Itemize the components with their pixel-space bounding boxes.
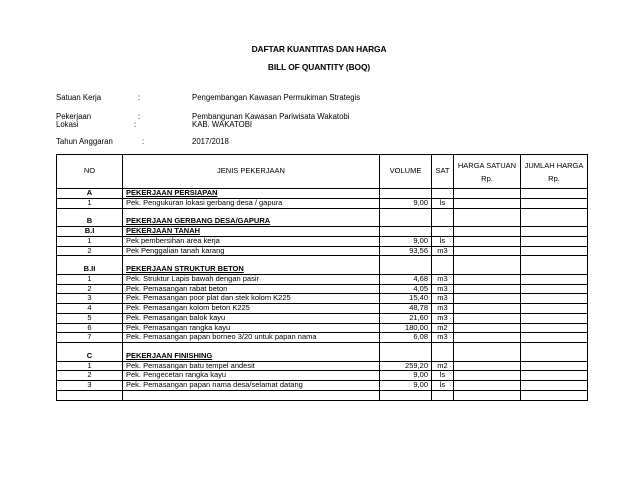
cell-sat: m3	[432, 333, 454, 343]
cell-sat: m3	[432, 246, 454, 256]
cell-sat: ls	[432, 371, 454, 381]
cell-volume: 48,78	[380, 304, 432, 314]
cell-volume	[380, 352, 432, 361]
meta-value: 2017/2018	[192, 137, 229, 146]
cell-harga-satuan	[454, 236, 521, 246]
cell-jenis-pekerjaan: Pek. Pemasangan kolom beton K225	[123, 304, 380, 314]
cell-jumlah-harga	[521, 313, 588, 323]
cell-jumlah-harga	[521, 227, 588, 237]
header-harga-satuan	[454, 155, 521, 189]
table-header-row	[57, 155, 588, 189]
cell-volume: 9,00	[380, 198, 432, 208]
cell-no: 4	[57, 304, 123, 314]
header-harga-satuan-line1: HARGA SATUAN	[457, 160, 517, 170]
table-row	[57, 198, 588, 208]
cell-jenis-pekerjaan: Pek. Pemasangan balok kayu	[123, 313, 380, 323]
cell-jenis-pekerjaan	[123, 390, 380, 400]
cell-jumlah-harga	[521, 265, 588, 274]
cell-volume	[380, 227, 432, 237]
boq-table	[56, 154, 588, 401]
cell-volume: 259,20	[380, 361, 432, 371]
table-row	[57, 284, 588, 294]
cell-sat: m3	[432, 304, 454, 314]
cell-jenis-pekerjaan	[123, 343, 380, 352]
table-row	[57, 381, 588, 391]
meta-colon: :	[138, 93, 141, 102]
table-section-row	[57, 352, 588, 361]
cell-jumlah-harga	[521, 323, 588, 333]
meta-value: Pembangunan Kawasan Pariwisata Wakatobi	[192, 112, 350, 121]
cell-jumlah-harga	[521, 236, 588, 246]
cell-no: 5	[57, 313, 123, 323]
cell-volume: 15,40	[380, 294, 432, 304]
table-row	[57, 361, 588, 371]
cell-jumlah-harga	[521, 390, 588, 400]
cell-jenis-pekerjaan: Pek. Pengukuran lokasi gerbang desa / gapura	[123, 198, 380, 208]
cell-sat: m2	[432, 323, 454, 333]
cell-sat: ls	[432, 198, 454, 208]
cell-sat: m3	[432, 284, 454, 294]
table-blank-row	[57, 390, 588, 400]
cell-harga-satuan	[454, 304, 521, 314]
cell-sat	[432, 352, 454, 361]
cell-volume	[380, 217, 432, 226]
cell-jenis-pekerjaan: Pek. Pemasangan papan borneo 3/20 untuk papan nama	[123, 333, 380, 343]
cell-no: 7	[57, 333, 123, 343]
cell-harga-satuan	[454, 352, 521, 361]
cell-sat: ls	[432, 236, 454, 246]
cell-volume: 9,00	[380, 236, 432, 246]
table-row	[57, 304, 588, 314]
cell-no: B.II	[57, 265, 123, 274]
cell-harga-satuan	[454, 381, 521, 391]
meta-colon: :	[138, 112, 141, 121]
cell-sat	[432, 217, 454, 226]
cell-jenis-pekerjaan: Pek. Pengecetan rangka kayu	[123, 371, 380, 381]
cell-no: 6	[57, 323, 123, 333]
cell-jenis-pekerjaan: PEKERJAAN PERSIAPAN	[123, 189, 380, 199]
cell-jumlah-harga	[521, 274, 588, 284]
cell-jenis-pekerjaan: Pek. Pemasangan papan nama desa/selamat datang	[123, 381, 380, 391]
table-section-row	[57, 217, 588, 226]
cell-no: 1	[57, 361, 123, 371]
table-section-row	[57, 227, 588, 237]
meta-label: Lokasi	[56, 120, 79, 129]
cell-harga-satuan	[454, 323, 521, 333]
meta-value: Pengembangan Kawasan Permukiman Strategis	[192, 93, 361, 102]
table-row	[57, 313, 588, 323]
table-row	[57, 294, 588, 304]
cell-harga-satuan	[454, 284, 521, 294]
header-jumlah-harga-line2: Rp.	[548, 173, 560, 183]
cell-volume: 4,68	[380, 274, 432, 284]
cell-harga-satuan	[454, 208, 521, 217]
cell-jenis-pekerjaan: Pek Penggalian tanah karang	[123, 246, 380, 256]
meta-colon: :	[142, 137, 145, 146]
cell-no: 2	[57, 284, 123, 294]
cell-volume	[380, 256, 432, 265]
table-row	[57, 246, 588, 256]
cell-jenis-pekerjaan: PEKERJAAN TANAH	[123, 227, 380, 237]
cell-no: 1	[57, 236, 123, 246]
cell-no	[57, 208, 123, 217]
table-section-row	[57, 265, 588, 274]
cell-harga-satuan	[454, 227, 521, 237]
table-section-row	[57, 189, 588, 199]
cell-jumlah-harga	[521, 381, 588, 391]
cell-jumlah-harga	[521, 284, 588, 294]
cell-jumlah-harga	[521, 343, 588, 352]
cell-harga-satuan	[454, 217, 521, 226]
cell-no: 1	[57, 274, 123, 284]
header-jumlah-harga	[521, 155, 588, 189]
header-jumlah-harga-line1: JUMLAH HARGA	[524, 160, 584, 170]
cell-volume: 180,00	[380, 323, 432, 333]
cell-jenis-pekerjaan: Pek. Struktur Lapis bawah dengan pasir	[123, 274, 380, 284]
cell-no: B	[57, 217, 123, 226]
cell-jenis-pekerjaan: Pek. Pemasangan rangka kayu	[123, 323, 380, 333]
cell-jumlah-harga	[521, 361, 588, 371]
cell-jumlah-harga	[521, 371, 588, 381]
cell-volume: 9,00	[380, 381, 432, 391]
cell-sat	[432, 256, 454, 265]
cell-jumlah-harga	[521, 198, 588, 208]
cell-jumlah-harga	[521, 189, 588, 199]
document-title: DAFTAR KUANTITAS DAN HARGA	[251, 44, 387, 54]
meta-value: KAB. WAKATOBI	[192, 120, 253, 129]
cell-volume: 93,56	[380, 246, 432, 256]
meta-label: Tahun Anggaran	[56, 137, 113, 146]
meta-label: Satuan Kerja	[56, 93, 102, 102]
cell-jenis-pekerjaan: Pek. Pemasangan batu tempel andesit	[123, 361, 380, 371]
cell-jumlah-harga	[521, 256, 588, 265]
cell-volume	[380, 208, 432, 217]
cell-sat: m3	[432, 294, 454, 304]
cell-harga-satuan	[454, 246, 521, 256]
cell-sat	[432, 189, 454, 199]
meta-label: Pekerjaan	[56, 112, 92, 121]
cell-sat	[432, 390, 454, 400]
header-volume: VOLUME	[380, 155, 432, 189]
cell-no: A	[57, 189, 123, 199]
cell-no: 3	[57, 381, 123, 391]
cell-harga-satuan	[454, 361, 521, 371]
cell-harga-satuan	[454, 198, 521, 208]
cell-volume: 21,60	[380, 313, 432, 323]
cell-jumlah-harga	[521, 352, 588, 361]
cell-harga-satuan	[454, 189, 521, 199]
cell-jumlah-harga	[521, 208, 588, 217]
cell-no: 2	[57, 246, 123, 256]
cell-no: 1	[57, 198, 123, 208]
cell-volume	[380, 189, 432, 199]
header-jenis-pekerjaan: JENIS PEKERJAAN	[123, 155, 380, 189]
cell-sat: ls	[432, 381, 454, 391]
cell-jenis-pekerjaan: Pek. Pemasangan rabat beton	[123, 284, 380, 294]
cell-harga-satuan	[454, 294, 521, 304]
meta-colon: :	[134, 120, 137, 129]
cell-jenis-pekerjaan: Pek. Pemasangan poor plat dan stek kolom K225	[123, 294, 380, 304]
header-harga-satuan-line2: Rp.	[481, 173, 493, 183]
cell-volume: 6,08	[380, 333, 432, 343]
cell-sat	[432, 343, 454, 352]
cell-no	[57, 390, 123, 400]
cell-harga-satuan	[454, 343, 521, 352]
cell-harga-satuan	[454, 274, 521, 284]
cell-harga-satuan	[454, 265, 521, 274]
cell-jenis-pekerjaan	[123, 208, 380, 217]
cell-harga-satuan	[454, 256, 521, 265]
cell-volume: 4,05	[380, 284, 432, 294]
cell-volume: 9,00	[380, 371, 432, 381]
cell-no: B.I	[57, 227, 123, 237]
cell-harga-satuan	[454, 333, 521, 343]
header-no: NO	[57, 155, 123, 189]
cell-sat: m3	[432, 313, 454, 323]
cell-sat	[432, 265, 454, 274]
cell-jumlah-harga	[521, 217, 588, 226]
cell-no	[57, 343, 123, 352]
cell-jenis-pekerjaan: PEKERJAAN GERBANG DESA/GAPURA	[123, 217, 380, 226]
cell-no: 2	[57, 371, 123, 381]
cell-harga-satuan	[454, 371, 521, 381]
table-row	[57, 371, 588, 381]
table-body	[57, 189, 588, 401]
cell-jenis-pekerjaan: PEKERJAAN STRUKTUR BETON	[123, 265, 380, 274]
table-row	[57, 333, 588, 343]
cell-jumlah-harga	[521, 304, 588, 314]
header-sat: SAT	[432, 155, 454, 189]
table-blank-row	[57, 343, 588, 352]
cell-volume	[380, 390, 432, 400]
cell-sat: m2	[432, 361, 454, 371]
cell-jumlah-harga	[521, 294, 588, 304]
cell-jumlah-harga	[521, 246, 588, 256]
document-subtitle: BILL OF QUANTITY (BOQ)	[267, 62, 371, 72]
cell-jumlah-harga	[521, 333, 588, 343]
cell-sat: m3	[432, 274, 454, 284]
cell-volume	[380, 343, 432, 352]
cell-harga-satuan	[454, 313, 521, 323]
cell-jenis-pekerjaan: PEKERJAAN FINISHING	[123, 352, 380, 361]
cell-volume	[380, 265, 432, 274]
cell-sat	[432, 208, 454, 217]
cell-no	[57, 256, 123, 265]
table-row	[57, 274, 588, 284]
table-row	[57, 323, 588, 333]
cell-no: C	[57, 352, 123, 361]
cell-harga-satuan	[454, 390, 521, 400]
table-blank-row	[57, 256, 588, 265]
cell-sat	[432, 227, 454, 237]
cell-no: 3	[57, 294, 123, 304]
table-blank-row	[57, 208, 588, 217]
cell-jenis-pekerjaan	[123, 256, 380, 265]
cell-jenis-pekerjaan: Pek pembersihan area kerja	[123, 236, 380, 246]
table-row	[57, 236, 588, 246]
